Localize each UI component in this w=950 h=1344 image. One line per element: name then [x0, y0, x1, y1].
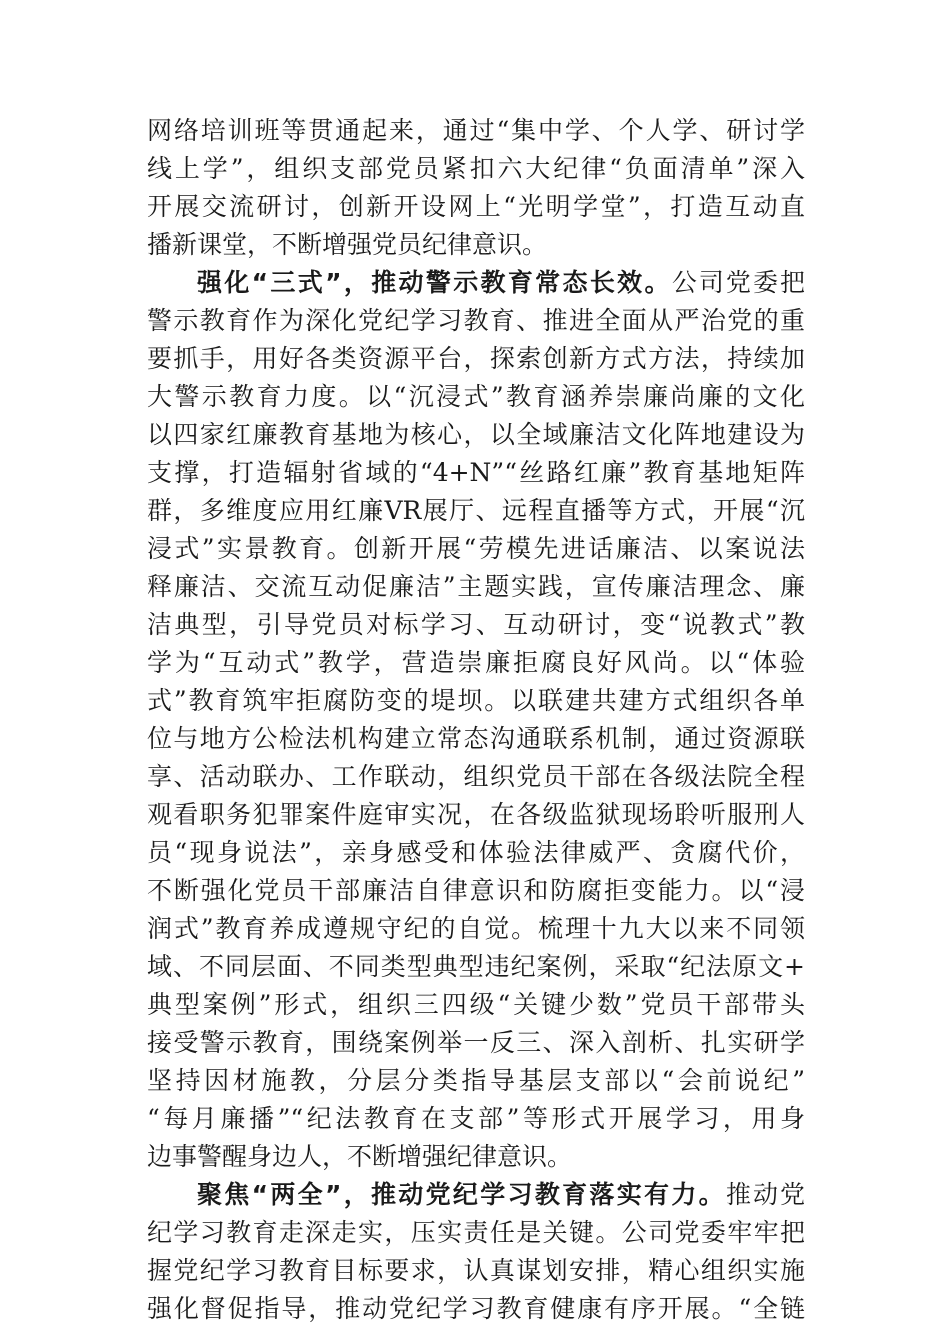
text-line: 边事警醒身边人，不断增强纪律意识。 — [147, 1142, 573, 1171]
text-line: 线上学”，组织支部党员紧扣六大纪律“负面清单”深入 — [147, 154, 805, 183]
text-line: 员“现身说法”，亲身感受和体验法律威严、贪腐代价， — [147, 838, 805, 867]
text-line: 洁典型，引导党员对标学习、互动研讨，变“说教式”教 — [147, 610, 805, 639]
section-heading: 聚焦“两全”，推动党纪学习教育落实有力。 — [197, 1180, 726, 1209]
text-line: 接受警示教育，围绕案例举一反三、深入剖析、扎实研学 — [147, 1028, 805, 1057]
text-line: 释廉洁、交流互动促廉洁”主题实践，宣传廉洁理念、廉 — [147, 572, 805, 601]
text-line: 域、不同层面、不同类型典型违纪案例，采取“纪法原文+ — [147, 952, 805, 981]
paragraph-2 — [147, 264, 805, 1176]
text-line: 网络培训班等贯通起来，通过“集中学、个人学、研讨学 — [147, 116, 805, 145]
text-line: 支撑，打造辐射省域的“4+N”“丝路红廉”教育基地矩阵 — [147, 458, 805, 487]
text-line: 警示教育作为深化党纪学习教育、推进全面从严治党的重 — [147, 306, 805, 335]
text-line: 学为“互动式”教学，营造崇廉拒腐良好风尚。以“体验 — [147, 648, 805, 677]
paragraph-1 — [147, 112, 805, 264]
text-line: 不断强化党员干部廉洁自律意识和防腐拒变能力。以“浸 — [147, 876, 805, 905]
text-line: 润式”教育养成遵规守纪的自觉。梳理十九大以来不同领 — [147, 914, 805, 943]
paragraph-first-line — [147, 264, 805, 302]
text-line: 式”教育筑牢拒腐防变的堤坝。以联建共建方式组织各单 — [147, 686, 805, 715]
text-run: 公司党委把 — [671, 268, 805, 297]
text-line: 强化督促指导，推动党纪学习教育健康有序开展。“全链 — [147, 1294, 805, 1323]
text-line: 握党纪学习教育目标要求，认真谋划安排，精心组织实施 — [147, 1256, 805, 1285]
paragraph-3 — [147, 1176, 805, 1328]
document-body — [147, 112, 805, 1328]
text-line: 群，多维度应用红廉VR展厅、远程直播等方式，开展“沉 — [147, 496, 805, 525]
text-line: 纪学习教育走深走实，压实责任是关键。公司党委牢牢把 — [147, 1218, 805, 1247]
text-line: 位与地方公检法机构建立常态沟通联系机制，通过资源联 — [147, 724, 805, 753]
text-line: 要抓手，用好各类资源平台，探索创新方式方法，持续加 — [147, 344, 805, 373]
text-line: 开展交流研讨，创新开设网上“光明学堂”，打造互动直 — [147, 192, 805, 221]
text-line: “每月廉播”“纪法教育在支部”等形式开展学习，用身 — [147, 1104, 805, 1133]
text-line: 浸式”实景教育。创新开展“劳模先进话廉洁、以案说法 — [147, 534, 805, 563]
text-line: 播新课堂，不断增强党员纪律意识。 — [147, 230, 548, 259]
text-line: 典型案例”形式，组织三四级“关键少数”党员干部带头 — [147, 990, 805, 1019]
paragraph-first-line — [147, 1176, 805, 1214]
text-line: 享、活动联办、工作联动，组织党员干部在各级法院全程 — [147, 762, 805, 791]
section-heading: 强化“三式”，推动警示教育常态长效。 — [197, 268, 672, 297]
text-run: 推动党 — [725, 1180, 805, 1209]
text-line: 以四家红廉教育基地为核心，以全域廉洁文化阵地建设为 — [147, 420, 805, 449]
text-line: 大警示教育力度。以“沉浸式”教育涵养崇廉尚廉的文化 — [147, 382, 805, 411]
text-line: 坚持因材施教，分层分类指导基层支部以“会前说纪” — [147, 1066, 805, 1095]
text-line: 观看职务犯罪案件庭审实况，在各级监狱现场聆听服刑人 — [147, 800, 805, 829]
